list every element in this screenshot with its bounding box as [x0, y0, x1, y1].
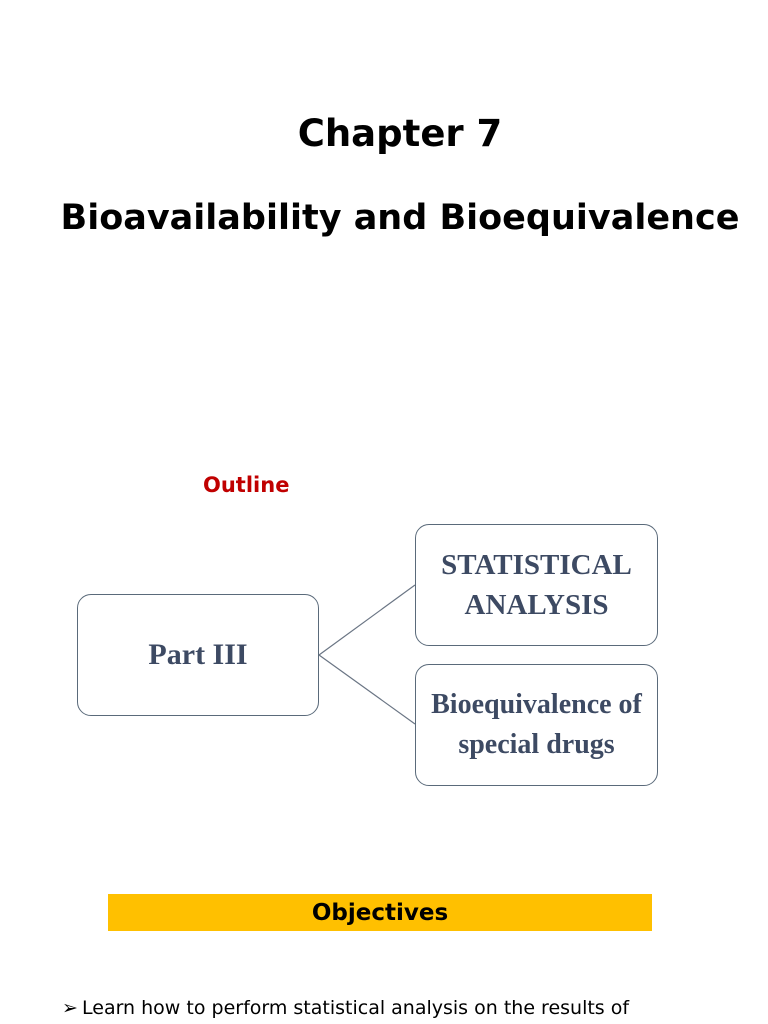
outline-part-box: [77, 594, 319, 716]
outline-part-label: Part III: [148, 638, 248, 671]
branch-label: STATISTICAL ANALYSIS: [441, 549, 632, 621]
connector-to-statistical-analysis: [319, 585, 415, 655]
branch-label: Bioequivalence of special drugs: [431, 689, 642, 760]
objectives-heading: Objectives: [311, 899, 449, 926]
outline-branch-statistical-analysis: [415, 524, 658, 646]
outline-branch-bioequivalence: [415, 664, 658, 786]
page-title: Bioavailability and Bioequivalence: [60, 198, 740, 238]
objective-item-text: Learn how to perform statistical analysis on the results of: [82, 997, 630, 1019]
chapter-title: Chapter 7: [297, 112, 503, 155]
arrow-bullet-icon: ➢: [62, 997, 78, 1019]
connector-to-bioequivalence: [319, 655, 415, 724]
objective-item: [62, 995, 762, 1021]
objectives-heading-bar: [108, 894, 652, 931]
outline-label: Outline: [203, 473, 290, 497]
